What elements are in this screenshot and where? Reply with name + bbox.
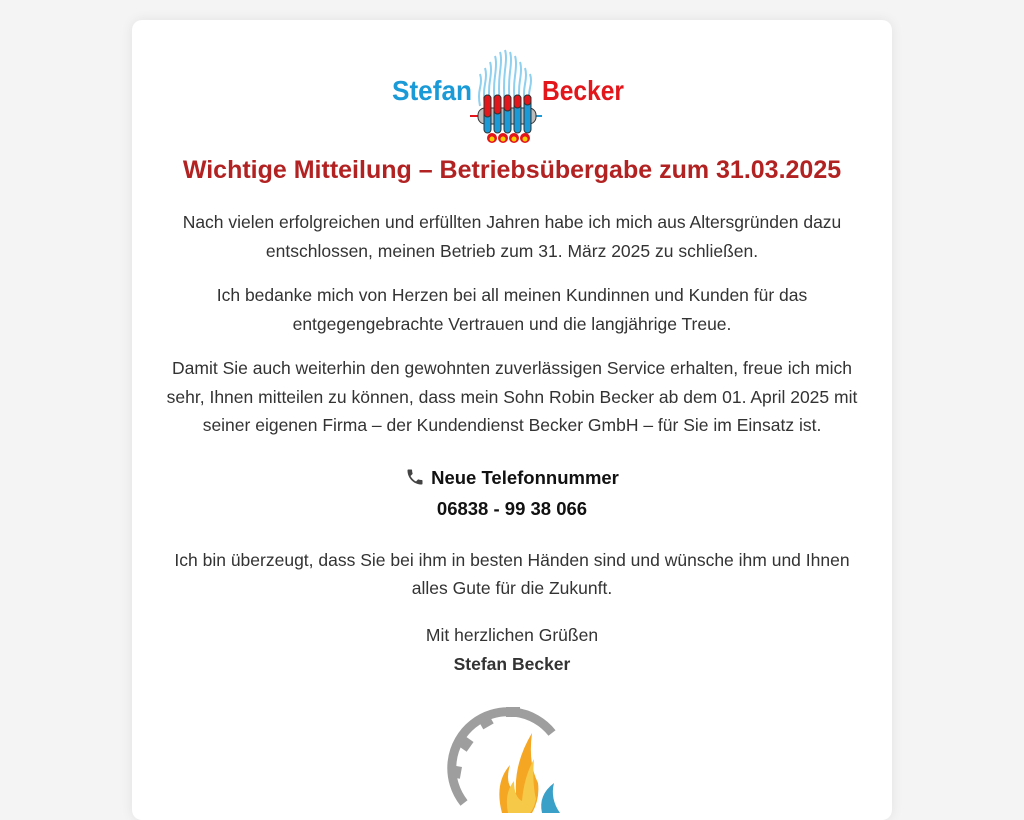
phone-label: Neue Telefonnummer: [431, 466, 619, 488]
phone-number[interactable]: 06838 - 99 38 066: [436, 497, 588, 519]
intro-paragraph: Nach vielen erfolgreichen und erfüllten Jahren habe ich mich aus Altersgründen dazu entschlossen, meinen Betrieb zum 31. März 2025 zu schließen.: [182, 212, 842, 261]
notice-title: Wichtige Mitteilung – Betriebsübergabe zum 31.03.2025: [182, 156, 842, 184]
greeting-block: [162, 621, 862, 679]
logo-first-name: Stefan: [392, 75, 472, 106]
stefan-becker-logo: [392, 48, 632, 144]
phone-block: [162, 462, 862, 524]
gear-flame-logo: [442, 703, 582, 813]
successor-paragraph: Damit Sie auch weiterhin den gewohnten zuverlässigen Service erhalten, freue ich mich sehr, Ihnen mitteilen zu können, dass mein Sohn Robin Becker ab dem 01. April 2025 mit seiner eigenen Firma – der Kundendienst Becker GmbH – für Sie im Einsatz ist.: [166, 358, 858, 435]
notice-card: [132, 20, 892, 820]
phone-label-row: [162, 462, 862, 493]
greeting: Mit herzlichen Grüßen: [425, 624, 599, 645]
signature: Stefan Becker: [453, 653, 571, 674]
logo-last-name: Becker: [542, 75, 625, 106]
phone-icon: [405, 467, 425, 487]
closing-paragraph: Ich bin überzeugt, dass Sie bei ihm in besten Händen sind und wünsche ihm und Ihnen alles Gute für die Zukunft.: [174, 549, 850, 598]
thanks-paragraph: Ich bedanke mich von Herzen bei all meinen Kundinnen und Kunden für das entgegengebrachte Vertrauen und die langjährige Treue.: [216, 285, 808, 334]
